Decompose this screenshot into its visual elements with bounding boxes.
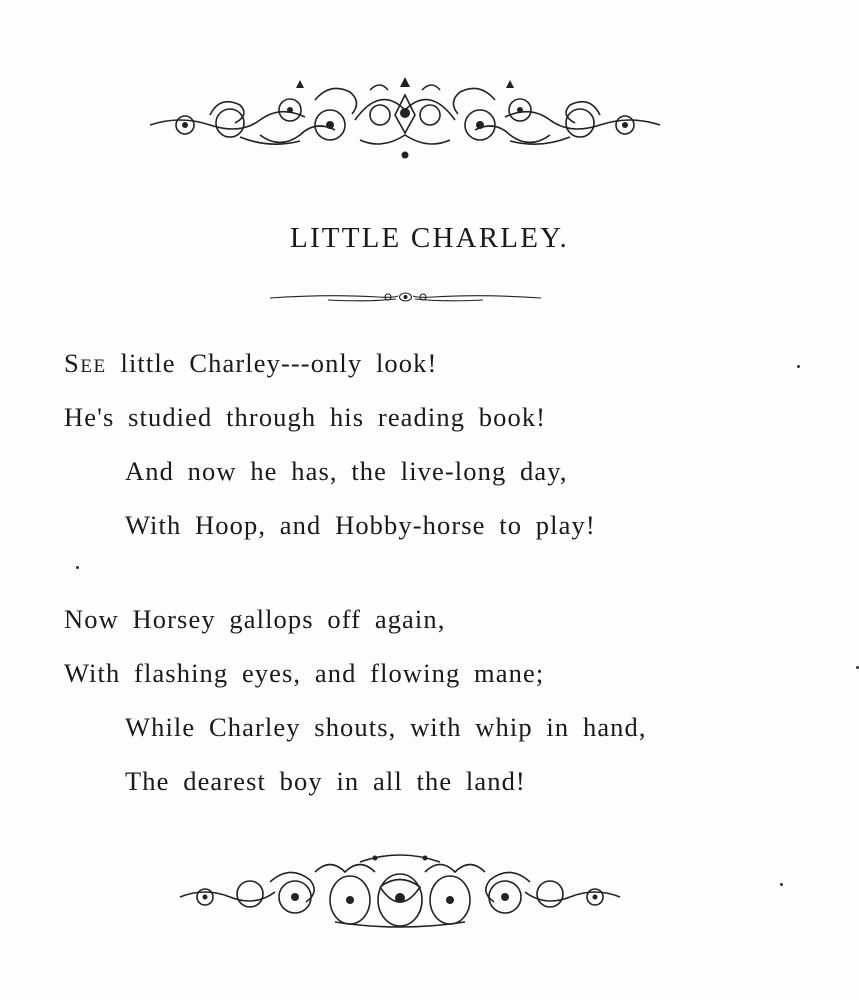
poem-line: With flashing eyes, and flowing mane; <box>64 658 545 688</box>
poem-line: Now Horsey gallops off again, <box>64 604 446 634</box>
poem-line-indented: And now he has, the live-long day, <box>125 456 568 486</box>
poem-line: See little Charley---only look! <box>64 348 438 378</box>
speck-mark <box>780 883 783 886</box>
poem-line: He's studied through his reading book! <box>64 402 547 432</box>
poem-title: LITTLE CHARLEY. <box>290 222 569 254</box>
drop-word: See <box>64 348 107 378</box>
poem-line-indented: With Hoop, and Hobby-horse to play! <box>125 510 596 540</box>
speck-mark <box>76 566 79 569</box>
poem-line-indented: The dearest boy in all the land! <box>125 766 526 796</box>
bottom-scroll-ornament-icon <box>175 852 625 930</box>
speck-mark <box>797 365 800 368</box>
poem-line-indented: While Charley shouts, with whip in hand, <box>125 712 647 742</box>
